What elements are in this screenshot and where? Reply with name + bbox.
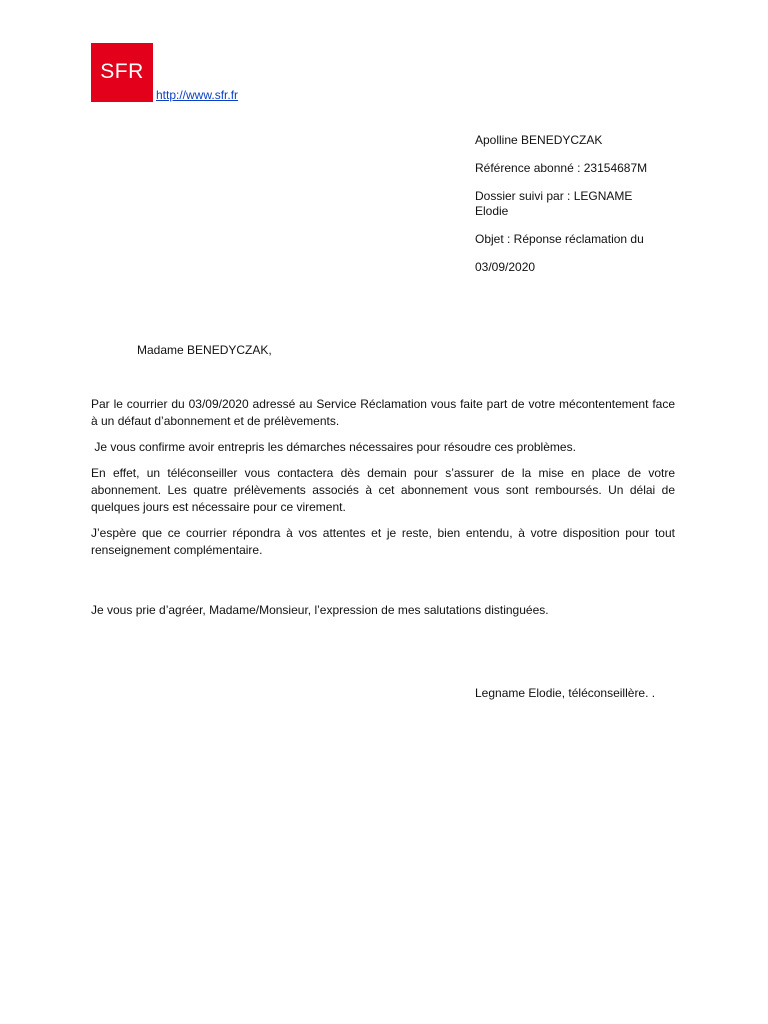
signature: Legname Elodie, téléconseillère. . <box>475 686 656 700</box>
salutation: Madame BENEDYCZAK, <box>137 343 272 357</box>
paragraph-2: Je vous confirme avoir entrepris les démarches nécessaires pour résoudre ces problèmes. <box>91 440 576 454</box>
paragraph-1: Par le courrier du 03/09/2020 adressé au Service Réclamation vous faite part de votre mécontentement face à un défaut d’abonnement et de prélèvements. <box>91 397 675 428</box>
website-link[interactable]: http://www.sfr.fr <box>156 88 239 102</box>
closing-formula: Je vous prie d’agréer, Madame/Monsieur, l’expression de mes salutations distinguées. <box>91 603 549 617</box>
paragraph-4: J’espère que ce courrier répondra à vos attentes et je reste, bien entendu, à votre disposition pour tout renseignement complémentaire. <box>91 526 675 557</box>
dossier-line-1: Dossier suivi par : LEGNAME <box>475 189 633 203</box>
subject-line: Objet : Réponse réclamation du <box>475 232 644 246</box>
letter-body <box>91 396 675 568</box>
sfr-logo <box>91 43 153 102</box>
subscriber-reference: Référence abonné : 23154687M <box>475 161 648 175</box>
recipient-name: Apolline BENEDYCZAK <box>475 133 603 147</box>
paragraph-3: En effet, un téléconseiller vous contactera dès demain pour s’assurer de la mise en place de votre abonnement. Les quatre prélèvements associés à cet abonnement vous sont remboursés. Un délai de quelques jours est nécessaire pour ce virement. <box>91 466 675 514</box>
dossier-line-2: Elodie <box>475 204 509 218</box>
subject-date: 03/09/2020 <box>475 260 536 274</box>
logo-text: SFR <box>100 59 144 83</box>
recipient-block <box>475 133 685 288</box>
